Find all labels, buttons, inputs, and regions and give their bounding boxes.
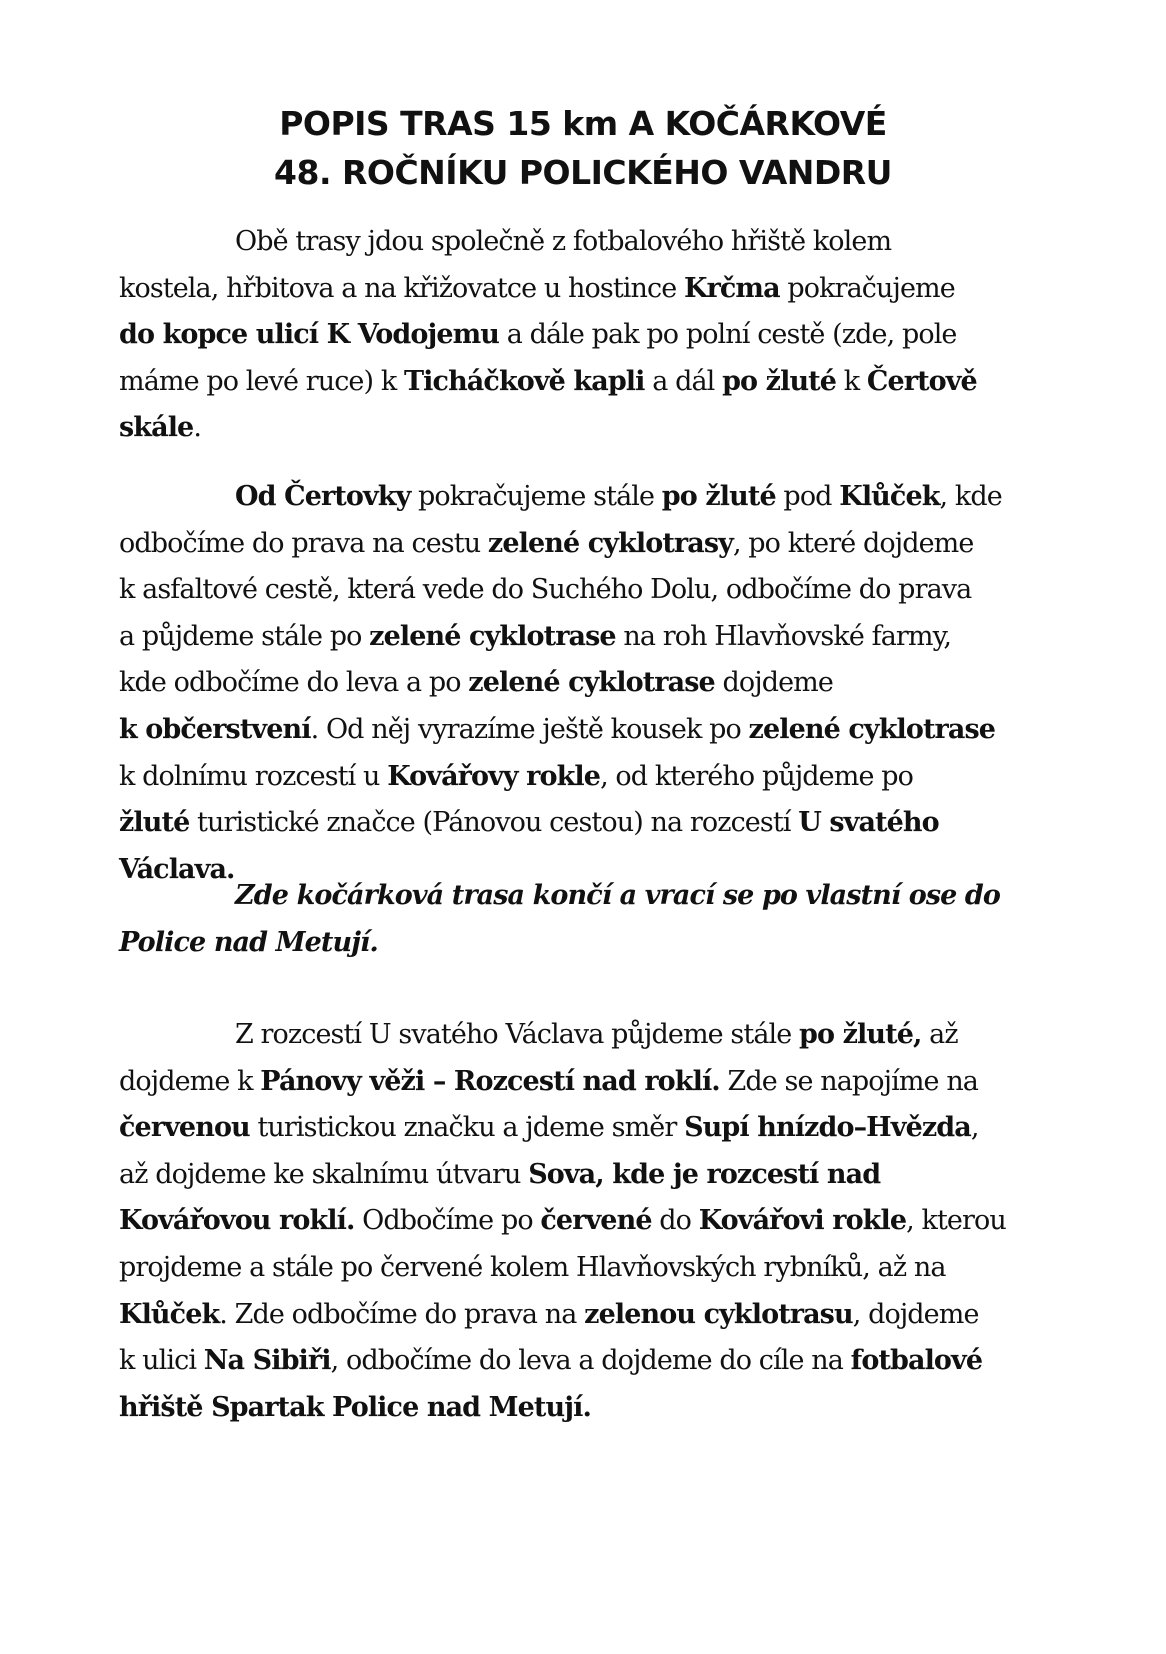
text-run: Obě trasy jdou společně z fotbalového hřiště kolem bbox=[235, 226, 892, 257]
text-run: , dojdeme bbox=[852, 1298, 979, 1330]
bold-text-run: hřiště Spartak Police nad Metují. bbox=[119, 1391, 591, 1423]
text-line bbox=[119, 1292, 1059, 1339]
bold-text-run: po žluté bbox=[722, 365, 837, 397]
text-run: a dále pak po polní cestě (zde, pole bbox=[499, 319, 957, 351]
text-run: dojdeme k bbox=[119, 1065, 261, 1097]
bold-text-run: červené bbox=[540, 1205, 652, 1237]
text-run: dojdeme bbox=[714, 667, 833, 699]
text-line bbox=[119, 660, 1059, 707]
text-line bbox=[119, 1105, 1059, 1152]
bold-text-run: k občerstvení bbox=[119, 713, 311, 745]
text-line bbox=[119, 266, 1059, 313]
text-run: kostela, hřbitova a na křižovatce u hostince bbox=[119, 272, 684, 304]
text-line bbox=[119, 567, 1059, 614]
text-run: Zde se napojíme na bbox=[719, 1065, 978, 1097]
bold-text-run: Na Sibiři bbox=[203, 1345, 331, 1377]
text-run: k ulici bbox=[119, 1345, 204, 1377]
bold-text-run: červenou bbox=[119, 1112, 250, 1144]
text-run: na roh Hlavňovské farmy, bbox=[615, 620, 952, 652]
text-run: , kterou bbox=[906, 1205, 1006, 1237]
bold-text-run: Ticháčkově kapli bbox=[403, 365, 645, 397]
text-line bbox=[119, 359, 1059, 406]
text-run: pokračujeme stále bbox=[410, 481, 662, 512]
text-run: Z rozcestí U svatého Václava půjdeme stále bbox=[235, 1019, 800, 1050]
bold-text-run: Kovářovy rokle bbox=[387, 760, 601, 792]
text-run: , odbočíme do leva a dojdeme do cíle na bbox=[330, 1345, 851, 1377]
text-line bbox=[119, 405, 1059, 452]
bold-text-run: Pánovy věži – Rozcestí nad roklí. bbox=[260, 1065, 720, 1097]
bold-text-run: po žluté, bbox=[799, 1019, 922, 1050]
text-line bbox=[119, 754, 1059, 801]
bold-text-run: žluté bbox=[119, 807, 190, 839]
bold-text-run: U svatého bbox=[798, 807, 939, 839]
bold-text-run: do kopce ulicí K Vodojemu bbox=[119, 319, 500, 351]
text-line bbox=[119, 474, 1059, 521]
text-run: a dál bbox=[644, 365, 723, 397]
text-run: . Od něj vyrazíme ještě kousek po bbox=[310, 713, 749, 745]
text-run: turistickou značku a jdeme směr bbox=[249, 1112, 685, 1144]
text-line bbox=[119, 707, 1059, 754]
bold-text-run: Klůček bbox=[839, 481, 940, 512]
text-run: . bbox=[193, 412, 202, 444]
text-run: , po které dojdeme bbox=[732, 527, 974, 559]
text-run: turistické značce (Pánovou cestou) na rozcestí bbox=[189, 807, 799, 839]
text-run: odbočíme do prava na cestu bbox=[119, 527, 488, 559]
text-run: kde odbočíme do leva a po bbox=[119, 667, 469, 699]
text-run: k dolnímu rozcestí u bbox=[119, 760, 388, 792]
page-title-line-1: POPIS TRAS 15 km A KOČÁRKOVÉ bbox=[279, 104, 887, 143]
bold-text-run: fotbalové bbox=[850, 1345, 983, 1377]
bold-text-run: zelenou cyklotrasu bbox=[584, 1298, 853, 1330]
text-run: pokračujeme bbox=[779, 272, 955, 304]
text-run: až dojdeme ke skalnímu útvaru bbox=[119, 1158, 529, 1190]
paragraph-route-start bbox=[119, 219, 1059, 452]
paragraph-stroller-note bbox=[119, 873, 1059, 966]
bold-text-run: Od Čertovky bbox=[235, 481, 411, 512]
text-line bbox=[119, 873, 1059, 920]
text-run: až bbox=[921, 1019, 958, 1050]
bold-text-run: Sova, kde je rozcestí nad bbox=[528, 1158, 881, 1190]
text-run: , kde bbox=[939, 481, 1002, 512]
page-title-line-2: 48. ROČNÍKU POLICKÉHO VANDRU bbox=[274, 153, 892, 192]
bold-text-run: zelené cyklotrase bbox=[748, 713, 996, 745]
text-run: , bbox=[970, 1112, 979, 1144]
bold-text-run: Klůček bbox=[119, 1298, 220, 1330]
text-run: projdeme a stále po červené kolem Hlavňovských rybníků, až na bbox=[119, 1251, 946, 1283]
text-run: k bbox=[836, 365, 867, 397]
bold-text-run: Kovářovou roklí. bbox=[119, 1205, 355, 1237]
text-run: pod bbox=[775, 481, 840, 512]
text-line bbox=[119, 521, 1059, 568]
text-line bbox=[119, 920, 1059, 967]
bold-text-run: zelené cyklotrase bbox=[369, 620, 616, 652]
text-line bbox=[119, 1245, 1059, 1292]
bold-text-run: Zde kočárková trasa končí a vrací se po vlastní ose do bbox=[235, 880, 1001, 911]
bold-text-run: skále bbox=[119, 412, 194, 444]
bold-text-run: zelené cyklotrase bbox=[468, 667, 715, 699]
text-line bbox=[119, 1012, 1059, 1059]
text-line bbox=[119, 1198, 1059, 1245]
bold-text-run: po žluté bbox=[661, 481, 776, 512]
text-line bbox=[119, 312, 1059, 359]
text-line bbox=[119, 219, 1059, 266]
bold-text-run: zelené cyklotrasy bbox=[487, 527, 733, 559]
bold-text-run: Kovářovi rokle bbox=[698, 1205, 907, 1237]
text-line bbox=[119, 800, 1059, 847]
text-run: do bbox=[651, 1205, 699, 1237]
text-line bbox=[119, 1385, 1059, 1432]
paragraph-route-finish bbox=[119, 1012, 1059, 1431]
bold-text-run: Václava. bbox=[119, 853, 235, 885]
text-run: Odbočíme po bbox=[354, 1205, 541, 1237]
bold-text-run: Supí hnízdo–Hvězda bbox=[684, 1112, 971, 1144]
paragraph-route-middle bbox=[119, 474, 1059, 893]
text-run: máme po levé ruce) k bbox=[119, 365, 404, 397]
text-run: k asfaltové cestě, která vede do Suchého Dolu, odbočíme do prava bbox=[119, 574, 972, 606]
text-run: a půjdeme stále po bbox=[119, 620, 370, 652]
bold-text-run: Police nad Metují. bbox=[119, 926, 378, 958]
text-line bbox=[119, 1059, 1059, 1106]
text-run: , od kterého půjdeme po bbox=[600, 760, 913, 792]
bold-text-run: Čertově bbox=[866, 365, 977, 397]
text-line bbox=[119, 1338, 1059, 1385]
bold-text-run: Krčma bbox=[684, 272, 780, 304]
text-line bbox=[119, 1152, 1059, 1199]
text-line bbox=[119, 614, 1059, 661]
text-run: . Zde odbočíme do prava na bbox=[219, 1298, 585, 1330]
